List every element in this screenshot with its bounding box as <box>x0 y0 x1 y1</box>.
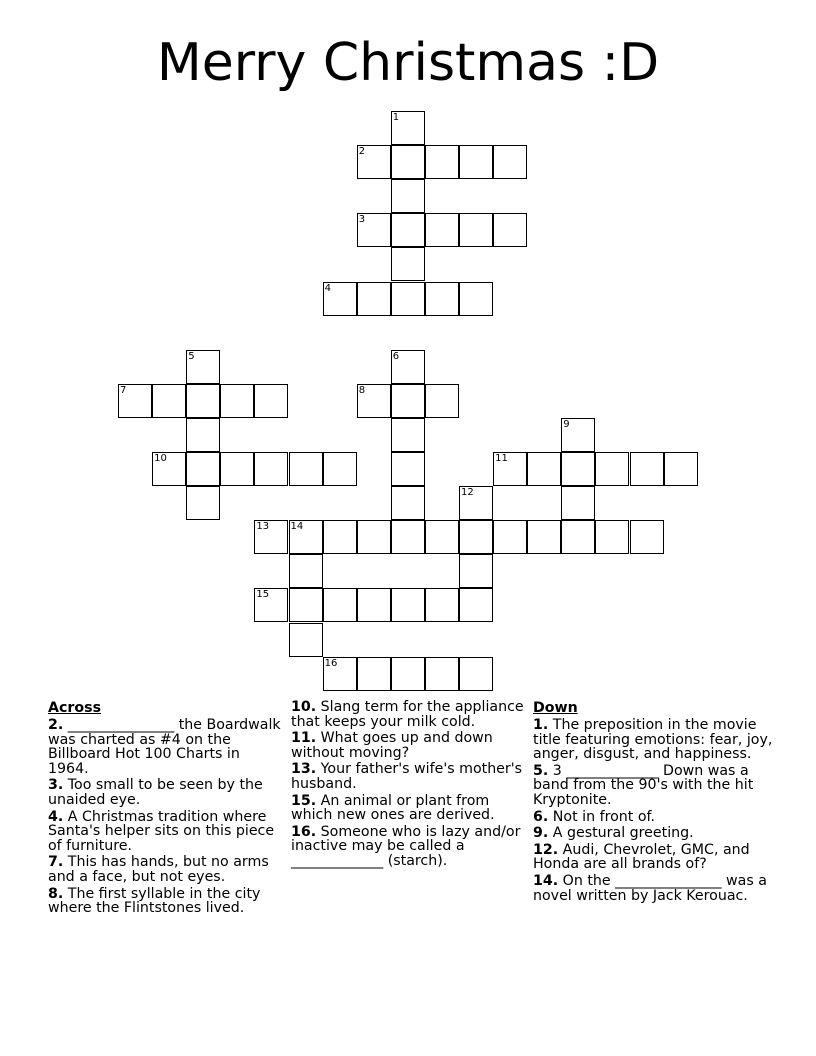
grid-cell[interactable] <box>561 520 595 554</box>
cell-number: 14 <box>290 521 304 533</box>
grid-cell[interactable] <box>323 520 357 554</box>
grid-cell[interactable] <box>254 452 288 486</box>
grid-cell[interactable] <box>186 350 220 384</box>
cell-number: 15 <box>256 589 270 601</box>
clue-across-15: 15. An animal or plant from which new ones are derived. <box>291 792 495 824</box>
grid-cell[interactable] <box>357 588 391 622</box>
grid-cell[interactable] <box>391 247 425 281</box>
grid-cell[interactable] <box>630 520 664 554</box>
clue-across-16: 16. Someone who is lazy and/or inactive may be called a _____________ (starch). <box>291 823 521 869</box>
grid-cell[interactable] <box>220 452 254 486</box>
grid-cell[interactable] <box>289 554 323 588</box>
across-clues-col2 <box>291 700 527 871</box>
grid-cell[interactable] <box>357 282 391 316</box>
grid-cell[interactable] <box>425 520 459 554</box>
grid-cell[interactable] <box>323 657 357 691</box>
grid-cell[interactable] <box>391 452 425 486</box>
grid-cell[interactable] <box>493 213 527 247</box>
clue-down-5: 5. 3 _____________ Down was a band from the 90's with the hit Kryptonite. <box>533 762 754 808</box>
cell-number: 7 <box>120 384 127 396</box>
cell-number: 11 <box>495 453 508 464</box>
grid-cell[interactable] <box>391 179 425 213</box>
grid-cell[interactable] <box>289 623 323 657</box>
grid-cell[interactable] <box>391 282 425 316</box>
down-clues-col <box>533 700 773 905</box>
grid-cell[interactable] <box>220 384 254 418</box>
grid-cell[interactable] <box>425 282 459 316</box>
grid-cell[interactable] <box>357 520 391 554</box>
grid-cell[interactable] <box>391 213 425 247</box>
clue-across-8: 8. The first syllable in the city where the Flintstones lived. <box>48 885 261 917</box>
grid-cell[interactable] <box>493 520 527 554</box>
grid-cell[interactable] <box>459 486 493 520</box>
grid-cell[interactable] <box>493 145 527 179</box>
cell-number: 3 <box>358 214 366 226</box>
clue-across-11: 11. What goes up and down without moving? <box>291 730 493 761</box>
grid-cell[interactable] <box>186 452 220 486</box>
clue-across-7: 7. This has hands, but no arms and a face, but not eyes. <box>48 854 269 885</box>
grid-cell[interactable] <box>357 213 391 247</box>
grid-cell[interactable] <box>493 452 527 486</box>
grid-cell[interactable] <box>664 452 698 486</box>
cell-number: 9 <box>563 418 570 430</box>
across-heading: Across <box>48 700 102 716</box>
grid-cell[interactable] <box>289 520 323 554</box>
clue-across-3: 3. Too small to be seen by the unaided eye. <box>48 777 263 808</box>
grid-cell[interactable] <box>391 350 425 384</box>
clue-across-10: 10. Slang term for the appliance that keeps your milk cold. <box>291 699 524 730</box>
grid-cell[interactable] <box>527 452 561 486</box>
grid-cell[interactable] <box>391 588 425 622</box>
grid-cell[interactable] <box>289 588 323 622</box>
grid-cell[interactable] <box>152 452 186 486</box>
grid-cell[interactable] <box>595 520 629 554</box>
grid-cell[interactable] <box>118 384 152 418</box>
grid-cell[interactable] <box>323 282 357 316</box>
grid-cell[interactable] <box>425 588 459 622</box>
clue-down-12: 12. Audi, Chevrolet, GMC, and Honda are all brands of? <box>533 841 750 873</box>
cell-number: 2 <box>358 146 366 158</box>
cell-number: 5 <box>188 350 195 362</box>
clue-across-4: 4. A Christmas tradition where Santa's helper sits on this piece of furniture. <box>48 808 275 854</box>
grid-cell[interactable] <box>391 520 425 554</box>
grid-cell[interactable] <box>459 520 493 554</box>
grid-cell[interactable] <box>357 145 391 179</box>
page-title: Merry Christmas :D <box>156 33 660 93</box>
clue-down-14: 14. On the _______________ was a novel written by Jack Kerouac. <box>533 872 767 904</box>
grid-cell[interactable] <box>561 418 595 452</box>
cell-number: 16 <box>324 657 338 669</box>
clue-down-6: 6. Not in front of. <box>533 808 656 825</box>
grid-cell[interactable] <box>186 486 220 520</box>
grid-cell[interactable] <box>630 452 664 486</box>
grid-cell[interactable] <box>323 588 357 622</box>
grid-cell[interactable] <box>254 520 288 554</box>
cell-number: 13 <box>256 521 270 533</box>
clue-across-13: 13. Your father's wife's mother's husband. <box>291 761 523 792</box>
clue-across-2: 2. _______________ the Boardwalk was charted as #4 on the Billboard Hot 100 Charts in 1964. <box>48 717 281 777</box>
grid-cell[interactable] <box>391 657 425 691</box>
grid-cell[interactable] <box>357 384 391 418</box>
grid-cell[interactable] <box>459 657 493 691</box>
grid-cell[interactable] <box>425 213 459 247</box>
grid-cell[interactable] <box>459 554 493 588</box>
grid-cell[interactable] <box>561 452 595 486</box>
grid-cell[interactable] <box>254 384 288 418</box>
grid-cell[interactable] <box>561 486 595 520</box>
grid-cell[interactable] <box>459 145 493 179</box>
cell-number: 6 <box>392 350 400 362</box>
grid-cell[interactable] <box>323 452 357 486</box>
clue-down-9: 9. A gestural greeting. <box>533 825 694 842</box>
grid-cell[interactable] <box>186 384 220 418</box>
grid-cell[interactable] <box>391 111 425 145</box>
cell-number: 4 <box>324 282 331 294</box>
grid-cell[interactable] <box>391 145 425 179</box>
grid-cell[interactable] <box>425 145 459 179</box>
grid-cell[interactable] <box>425 657 459 691</box>
cell-number: 10 <box>154 453 167 464</box>
cell-number: 12 <box>461 487 474 499</box>
grid-cell[interactable] <box>425 384 459 418</box>
grid-cell[interactable] <box>391 384 425 418</box>
grid-cell[interactable] <box>595 452 629 486</box>
clue-down-1: 1. The preposition in the movie title featuring emotions: fear, joy, anger, disgust, and happiness. <box>533 717 773 763</box>
grid-cell[interactable] <box>459 588 493 622</box>
cell-number: 1 <box>392 112 400 123</box>
grid-cell[interactable] <box>391 486 425 520</box>
grid-cell[interactable] <box>357 657 391 691</box>
grid-cell[interactable] <box>254 588 288 622</box>
grid-cell[interactable] <box>152 384 186 418</box>
grid-cell[interactable] <box>527 520 561 554</box>
grid-cell[interactable] <box>289 452 323 486</box>
across-clues-col1 <box>48 700 284 918</box>
grid-cell[interactable] <box>186 418 220 452</box>
grid-cell[interactable] <box>459 282 493 316</box>
down-heading: Down <box>533 700 578 716</box>
cell-number: 8 <box>358 384 366 396</box>
grid-cell[interactable] <box>459 213 493 247</box>
grid-cell[interactable] <box>391 418 425 452</box>
